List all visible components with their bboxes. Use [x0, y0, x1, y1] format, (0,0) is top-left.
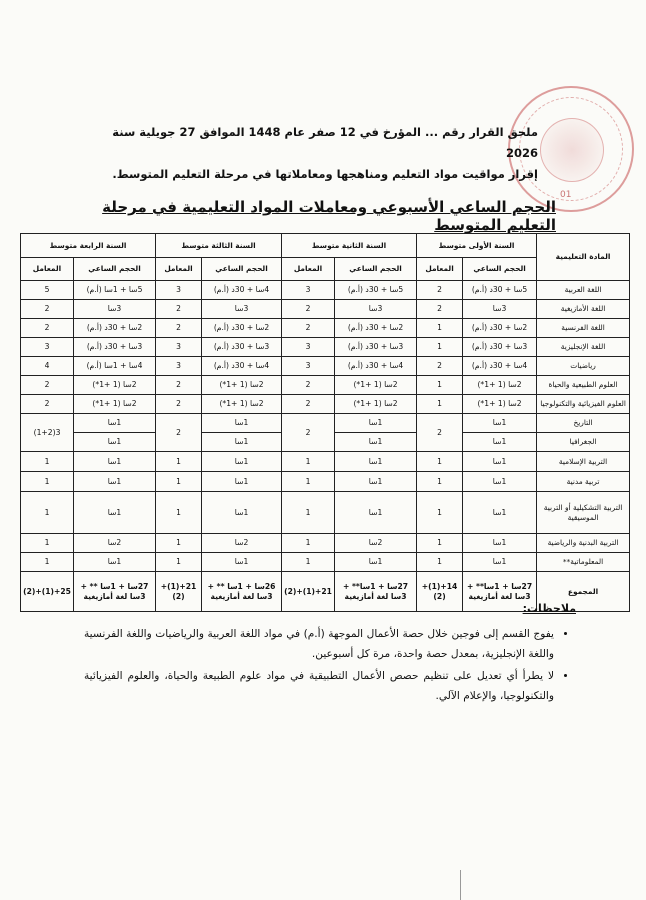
volume-cell: 4سا + 30د (أ.م): [335, 357, 417, 376]
page-title: الحجم الساعي الأسبوعي ومعاملات المواد التعليمية في مرحلة التعليم المتوسط: [102, 198, 556, 234]
volume-cell: 2سا + 30د (أ.م): [335, 319, 417, 338]
table-row: [21, 452, 630, 472]
coef-cell: 3: [282, 357, 335, 376]
divider: [460, 870, 461, 900]
coef-cell: 2: [282, 376, 335, 395]
volume-cell: 3سا + 30د (أ.م): [202, 338, 282, 357]
volume-cell: 5سا + 30د (أ.م): [335, 281, 417, 300]
volume-cell: 2سا (1 +1*): [202, 395, 282, 414]
coef-header: المعامل: [417, 258, 463, 281]
volume-cell: 1سا: [74, 492, 156, 534]
subject-cell: تربية مدنية: [537, 472, 630, 492]
volume-cell: 1سا: [202, 553, 282, 572]
subject-cell: اللغة الأمازيغية: [537, 300, 630, 319]
volume-cell: 1سا: [335, 492, 417, 534]
coef-header: المعامل: [282, 258, 335, 281]
coef-cell: 2: [282, 414, 335, 452]
volume-cell: 1سا: [335, 472, 417, 492]
subject-column-header: المادة التعليمية: [537, 234, 630, 281]
subject-cell: رياضيات: [537, 357, 630, 376]
coef-cell: 1: [282, 534, 335, 553]
coef-cell: 1: [417, 472, 463, 492]
volume-cell: 2سا (1 +1*): [202, 376, 282, 395]
coef-cell: 1: [282, 492, 335, 534]
total-coef-cell: 25+(1)+(2): [21, 572, 74, 612]
volume-cell: 3سا: [335, 300, 417, 319]
coef-cell: 2: [417, 300, 463, 319]
subject-cell: الجغرافيا: [537, 433, 630, 452]
coef-cell: 1: [156, 553, 202, 572]
volume-cell: 1سا: [463, 433, 537, 452]
year-1-header: السنة الأولى متوسط: [417, 234, 537, 258]
coef-cell: 2: [21, 300, 74, 319]
coef-cell: 1: [417, 452, 463, 472]
volume-cell: 4سا + 30د (أ.م): [463, 357, 537, 376]
table-row: [21, 395, 630, 414]
subject-cell: اللغة العربية: [537, 281, 630, 300]
volume-cell: 2سا + 30د (أ.م): [463, 319, 537, 338]
volume-cell: 4سا + 30د (أ.م): [202, 357, 282, 376]
table-row: [21, 376, 630, 395]
table-row: [21, 553, 630, 572]
volume-cell: 1سا: [74, 452, 156, 472]
volume-cell: 3سا + 30د (أ.م): [335, 338, 417, 357]
table-row: [21, 281, 630, 300]
coef-cell: 3: [21, 338, 74, 357]
coef-cell: 2: [21, 376, 74, 395]
volume-cell: 1سا: [74, 414, 156, 433]
coef-cell: 1: [156, 472, 202, 492]
total-volume-cell: 27سا + 1سا** + 3سا لغة أمازيغية: [463, 572, 537, 612]
volume-cell: 1سا: [202, 414, 282, 433]
subject-cell: اللغة الفرنسية: [537, 319, 630, 338]
subject-cell: التربية التشكيلية أو التربية الموسيقية: [537, 492, 630, 534]
subject-cell: العلوم الطبيعية والحياة: [537, 376, 630, 395]
coef-cell: 2: [21, 319, 74, 338]
coef-cell: 3: [156, 281, 202, 300]
coef-cell: 2: [282, 319, 335, 338]
volume-cell: 3سا + 30د (أ.م): [463, 338, 537, 357]
volume-cell: 2سا (1 +1*): [463, 376, 537, 395]
coef-cell: 4: [21, 357, 74, 376]
volume-cell: 1سا: [202, 472, 282, 492]
note-item: • لا يطرأ أي تعديل على تنظيم حصص الأعمال التطبيقية في مواد علوم الطبيعة والحياة، والعلوم الفيزيائية والتكنولوجيا، والإعلام الآلي.: [84, 666, 554, 706]
coef-cell: 2: [282, 300, 335, 319]
schedule-table: [20, 233, 630, 612]
table-row-history: [21, 414, 630, 433]
subject-cell: اللغة الإنجليزية: [537, 338, 630, 357]
volume-header: الحجم الساعي: [335, 258, 417, 281]
coef-cell: 1: [417, 534, 463, 553]
volume-cell: 2سا (1 +1*): [74, 395, 156, 414]
volume-header: الحجم الساعي: [463, 258, 537, 281]
coef-cell: 2: [156, 319, 202, 338]
volume-cell: 1سا: [463, 414, 537, 433]
volume-cell: 1سا: [74, 553, 156, 572]
subject-cell: العلوم الفيزيائية والتكنولوجيا: [537, 395, 630, 414]
coef-cell: 3(1+2): [21, 414, 74, 452]
coef-cell: 2: [156, 395, 202, 414]
document-header: [98, 122, 538, 185]
volume-cell: 1سا: [463, 472, 537, 492]
header-line-1: ملحق القرار رقم ... المؤرخ في 12 صفر عام 1448 الموافق 27 جويلية سنة 2026: [112, 125, 538, 160]
coef-cell: 2: [282, 395, 335, 414]
volume-cell: 3سا: [74, 300, 156, 319]
volume-cell: 2سا: [202, 534, 282, 553]
total-volume-cell: 27سا + 1سا** + 3سا لغة أمازيغية: [335, 572, 417, 612]
table-row: [21, 492, 630, 534]
total-coef-cell: 21+(1)+(2): [156, 572, 202, 612]
coef-cell: 1: [156, 452, 202, 472]
volume-cell: 2سا + 30د (أ.م): [202, 319, 282, 338]
coef-cell: 3: [282, 281, 335, 300]
coef-cell: 1: [417, 395, 463, 414]
volume-cell: 2سا: [74, 534, 156, 553]
subject-cell: التربية البدنية والرياضية: [537, 534, 630, 553]
note-item: • يفوج القسم إلى فوجين خلال حصة الأعمال الموجهة (أ.م) في مواد اللغة العربية والرياضيات واللغة الفرنسية واللغة الإنجليزية، بمعدل حصة واحدة، مرة كل أسبوعين.: [84, 624, 554, 664]
subject-cell: التربية الإسلامية: [537, 452, 630, 472]
volume-cell: 1سا: [202, 492, 282, 534]
coef-cell: 1: [417, 376, 463, 395]
volume-cell: 2سا (1 +1*): [335, 376, 417, 395]
year-3-header: السنة الثالثة متوسط: [156, 234, 282, 258]
volume-header: الحجم الساعي: [202, 258, 282, 281]
volume-cell: 5سا + 1سا (أ.م): [74, 281, 156, 300]
notes-list: [84, 624, 570, 708]
coef-cell: 1: [282, 452, 335, 472]
header-line-2: إقرار مواقيت مواد التعليم ومناهجها ومعاملاتها في مرحلة التعليم المتوسط.: [112, 167, 538, 181]
subject-cell: المعلوماتية**: [537, 553, 630, 572]
table-row: [21, 534, 630, 553]
total-volume-cell: 27سا + 1سا ** + 3سا لغة أمازيغية: [74, 572, 156, 612]
coef-cell: 3: [156, 357, 202, 376]
coef-cell: 2: [156, 376, 202, 395]
volume-cell: 2سا (1 +1*): [335, 395, 417, 414]
volume-cell: 4سا + 30د (أ.م): [202, 281, 282, 300]
volume-cell: 1سا: [463, 452, 537, 472]
volume-cell: 2سا: [335, 534, 417, 553]
volume-cell: 2سا (1 +1*): [463, 395, 537, 414]
subject-cell: التاريخ: [537, 414, 630, 433]
coef-cell: 2: [156, 300, 202, 319]
coef-header: المعامل: [21, 258, 74, 281]
table-row: [21, 338, 630, 357]
volume-cell: 5سا + 30د (أ.م): [463, 281, 537, 300]
volume-cell: 3سا: [463, 300, 537, 319]
coef-cell: 1: [156, 534, 202, 553]
volume-cell: 1سا: [335, 433, 417, 452]
volume-cell: 2سا (1 +1*): [74, 376, 156, 395]
volume-cell: 1سا: [74, 433, 156, 452]
coef-cell: 1: [21, 553, 74, 572]
coef-cell: 1: [282, 553, 335, 572]
table-row: [21, 319, 630, 338]
coef-cell: 2: [417, 357, 463, 376]
volume-cell: 1سا: [335, 414, 417, 433]
volume-cell: 1سا: [463, 534, 537, 553]
table-row: [21, 300, 630, 319]
volume-cell: 4سا + 1سا (أ.م): [74, 357, 156, 376]
total-label: المجموع: [537, 572, 630, 612]
coef-cell: 1: [21, 452, 74, 472]
volume-cell: 1سا: [202, 433, 282, 452]
volume-cell: 1سا: [202, 452, 282, 472]
coef-cell: 3: [156, 338, 202, 357]
volume-cell: 3سا + 30د (أ.م): [74, 338, 156, 357]
coef-cell: 1: [156, 492, 202, 534]
volume-cell: 1سا: [463, 492, 537, 534]
seal-emblem-icon: [540, 118, 604, 182]
coef-header: المعامل: [156, 258, 202, 281]
volume-cell: 1سا: [74, 472, 156, 492]
coef-cell: 1: [417, 338, 463, 357]
volume-cell: 3سا: [202, 300, 282, 319]
coef-cell: 1: [417, 492, 463, 534]
coef-cell: 1: [21, 534, 74, 553]
table-row: [21, 472, 630, 492]
volume-cell: 1سا: [335, 452, 417, 472]
total-volume-cell: 26سا + 1سا ** + 3سا لغة أمازيغية: [202, 572, 282, 612]
coef-cell: 2: [156, 414, 202, 452]
coef-cell: 2: [417, 281, 463, 300]
coef-cell: 1: [417, 319, 463, 338]
notes-title: ملاحظات:: [522, 602, 576, 615]
volume-cell: 2سا + 30د (أ.م): [74, 319, 156, 338]
coef-cell: 5: [21, 281, 74, 300]
total-coef-cell: 14+(1)+(2): [417, 572, 463, 612]
volume-cell: 1سا: [335, 553, 417, 572]
coef-cell: 1: [417, 553, 463, 572]
coef-cell: 2: [21, 395, 74, 414]
volume-header: الحجم الساعي: [74, 258, 156, 281]
seal-number: 01: [560, 190, 572, 200]
year-4-header: السنة الرابعة متوسط: [21, 234, 156, 258]
coef-cell: 1: [282, 472, 335, 492]
volume-cell: 1سا: [463, 553, 537, 572]
year-2-header: السنة الثانية متوسط: [282, 234, 417, 258]
coef-cell: 2: [417, 414, 463, 452]
total-coef-cell: 21+(1)+(2): [282, 572, 335, 612]
coef-cell: 3: [282, 338, 335, 357]
coef-cell: 1: [21, 472, 74, 492]
table-row: [21, 357, 630, 376]
coef-cell: 1: [21, 492, 74, 534]
